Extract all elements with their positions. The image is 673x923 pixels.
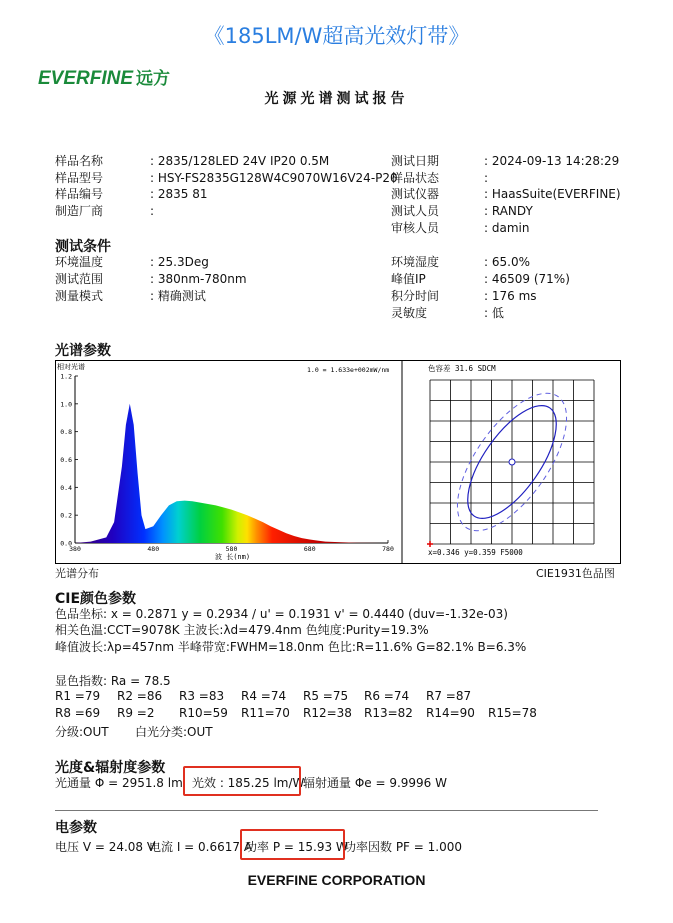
chromaticity-line: 色品坐标: x = 0.2871 y = 0.2934 / u' = 0.1931 v' = 0.4440 (duv=-1.32e-03) bbox=[55, 607, 508, 621]
spectrum-panel bbox=[55, 360, 621, 564]
r-value: R12=38 bbox=[303, 706, 352, 720]
cond-value: : 380nm-780nm bbox=[150, 272, 247, 286]
luminous-flux: 光通量 Φ = 2951.8 lm bbox=[55, 776, 183, 790]
power-factor: 功率因数 PF = 1.000 bbox=[344, 840, 462, 854]
r-value: R10=59 bbox=[179, 706, 228, 720]
top-bar bbox=[0, 0, 673, 4]
cond-label: 环境湿度 bbox=[391, 255, 440, 269]
info-label: 样品编号 bbox=[55, 187, 104, 201]
cct-line: 相关色温:CCT=9078K 主波长:λd=479.4nm 色纯度:Purity=19.3% bbox=[55, 623, 429, 637]
cond-label: 环境温度 bbox=[55, 255, 104, 269]
cond-value: : 176 ms bbox=[484, 289, 537, 303]
photometric-heading: 光度&辐射度参数 bbox=[55, 760, 166, 776]
cond-label: 灵敏度 bbox=[391, 306, 428, 320]
cond-label: 测试范围 bbox=[55, 272, 104, 286]
r-value: R1 =79 bbox=[55, 689, 101, 703]
cond-value: : 25.3Deg bbox=[150, 255, 209, 269]
spectrum-heading: 光谱参数 bbox=[55, 343, 111, 359]
info-value: : 2835 81 bbox=[150, 187, 208, 201]
ra-value: 显色指数: Ra = 78.5 bbox=[55, 674, 171, 688]
power-highlight bbox=[240, 829, 345, 860]
center-point bbox=[509, 459, 515, 465]
r-value: R8 =69 bbox=[55, 706, 101, 720]
r-value: R9 =2 bbox=[117, 706, 155, 720]
cond-label: 测量模式 bbox=[55, 289, 104, 303]
cond-value: : 65.0% bbox=[484, 255, 530, 269]
x-axis-label: 波 长(nm) bbox=[215, 553, 251, 561]
cond-value: : 精确测试 bbox=[150, 289, 206, 303]
efficacy-highlight bbox=[183, 766, 301, 796]
y-tick-label: 0.2 bbox=[60, 511, 72, 520]
info-value: : 2024-09-13 14:28:29 bbox=[484, 154, 620, 168]
info-label: 样品型号 bbox=[55, 171, 104, 185]
r-value: R14=90 bbox=[426, 706, 475, 720]
info-value: : bbox=[150, 204, 155, 218]
r-value: R11=70 bbox=[241, 706, 290, 720]
y-axis-label: 相对光谱 bbox=[57, 363, 85, 371]
cie-caption: CIE1931色品图 bbox=[536, 567, 615, 580]
x-tick-label: 680 bbox=[303, 545, 316, 553]
r-value: R3 =83 bbox=[179, 689, 225, 703]
cie-header: 色容差 31.6 SDCM bbox=[428, 364, 496, 373]
x-tick-label: 380 bbox=[69, 545, 81, 553]
voltage: 电压 V = 24.08 V bbox=[55, 840, 156, 854]
info-value: : HSY-FS2835G128W4C9070W16V24-P20 bbox=[150, 171, 398, 185]
electrical-heading: 电参数 bbox=[55, 820, 97, 836]
y-tick-label: 0.6 bbox=[60, 456, 72, 464]
r-row-2 bbox=[0, 706, 673, 722]
logo-text: EVERFINE bbox=[38, 68, 134, 89]
peak-line: 峰值波长:λp=457nm 半峰带宽:FWHM=18.0nm 色比:R=11.6% G=82.1% B=6.3% bbox=[55, 640, 527, 654]
radiant-flux: 辐射通量 Φe = 9.9996 W bbox=[303, 776, 447, 790]
power: 功率 P = 15.93 W bbox=[245, 840, 348, 854]
info-label: 样品状态 bbox=[391, 171, 440, 185]
info-value: : bbox=[484, 171, 489, 185]
cond-label: 积分时间 bbox=[391, 289, 440, 303]
r-value: R2 =86 bbox=[117, 689, 163, 703]
info-label: 审核人员 bbox=[391, 221, 440, 235]
info-row bbox=[55, 153, 103, 170]
info-value: : RANDY bbox=[484, 204, 533, 218]
current: 电流 I = 0.6617 A bbox=[149, 840, 253, 854]
conditions-heading: 测试条件 bbox=[55, 239, 111, 255]
classification: 分级:OUT bbox=[55, 725, 109, 739]
y-tick-label: 1.0 bbox=[60, 400, 72, 409]
info-label: 测试仪器 bbox=[391, 187, 440, 201]
spectrum-caption: 光谱分布 bbox=[55, 567, 99, 580]
x-tick-label: 480 bbox=[147, 545, 160, 553]
x-tick-label: 580 bbox=[225, 545, 238, 553]
r-value: R15=78 bbox=[488, 706, 537, 720]
logo-cn: 远方 bbox=[136, 69, 171, 88]
page-title: 《185LM/W超高光效灯带》 bbox=[203, 24, 470, 48]
info-label: 样品名称 bbox=[55, 154, 104, 168]
cie-heading: CIE颜色参数 bbox=[55, 591, 137, 607]
report-title: 光源光谱测试报告 bbox=[264, 91, 409, 107]
luminous-efficacy: 光效 : 185.25 lm/W bbox=[192, 776, 305, 790]
info-value: : HaasSuite(EVERFINE) bbox=[484, 187, 621, 201]
y-tick-label: 0.8 bbox=[60, 428, 72, 437]
cond-label: 峰值IP bbox=[391, 272, 426, 286]
y-tick-label: 0.0 bbox=[60, 539, 72, 548]
everfine-logo bbox=[38, 64, 170, 90]
info-value: : 2835/128LED 24V IP20 0.5M bbox=[150, 154, 330, 168]
footer-company: EVERFINE CORPORATION bbox=[247, 872, 426, 888]
scale-note: 1.0 = 1.633e+002mW/nm bbox=[307, 366, 390, 374]
divider bbox=[55, 810, 598, 811]
info-label: 测试日期 bbox=[391, 154, 440, 168]
r-value: R4 =74 bbox=[241, 689, 287, 703]
cond-value: : 低 bbox=[484, 306, 504, 320]
cie-footer: x=0.346 y=0.359 F5000 bbox=[428, 548, 523, 557]
r-value: R6 =74 bbox=[364, 689, 410, 703]
y-tick-label: 1.2 bbox=[60, 372, 72, 381]
cond-value: : 46509 (71%) bbox=[484, 272, 570, 286]
white-class: 白光分类:OUT bbox=[135, 725, 213, 739]
y-tick-label: 0.4 bbox=[60, 483, 72, 492]
r-value: R13=82 bbox=[364, 706, 413, 720]
info-label: 测试人员 bbox=[391, 204, 440, 218]
r-value: R5 =75 bbox=[303, 689, 349, 703]
info-value: : damin bbox=[484, 221, 530, 235]
info-label: 制造厂商 bbox=[55, 204, 104, 218]
x-tick-label: 780 bbox=[382, 545, 394, 553]
r-row-1 bbox=[0, 689, 673, 705]
r-value: R7 =87 bbox=[426, 689, 472, 703]
